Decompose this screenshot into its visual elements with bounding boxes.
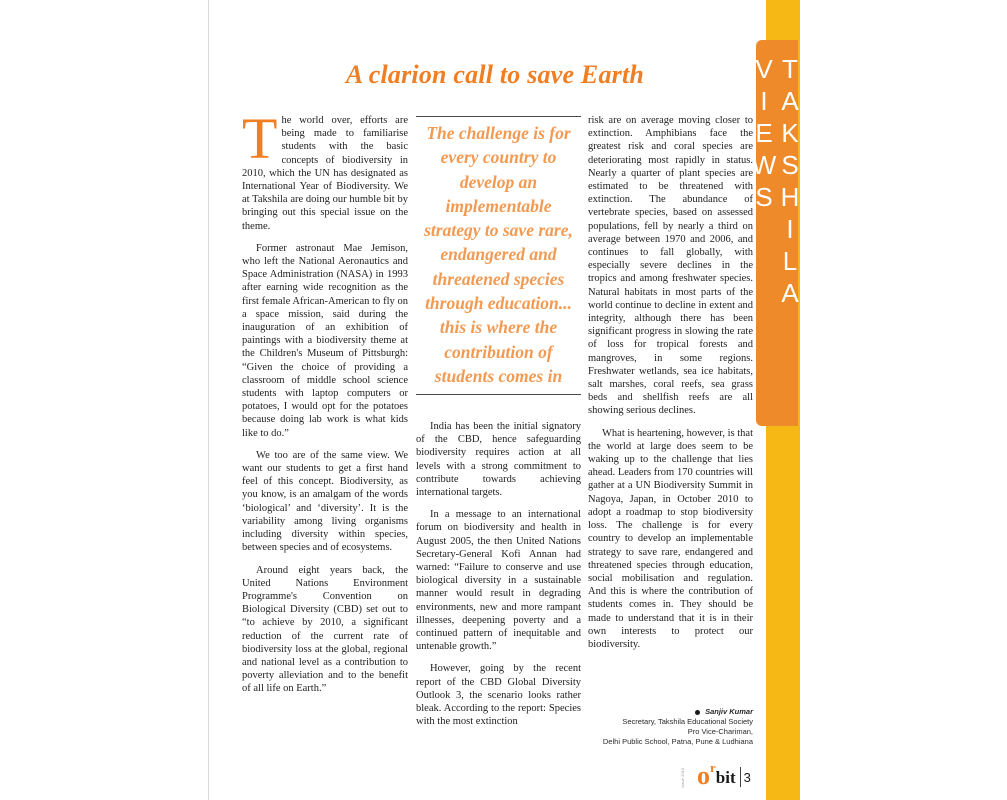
paragraph: However, going by the recent report of the CBD Global Diversity Outlook 3, the scenario looks rather bleak. According to the report: Species with the most extinction bbox=[416, 663, 581, 728]
paragraph: India has been the initial signatory of the CBD, hence safeguarding biodiversity requires action at all levels with a strong commitment to contribute towards achieving international targets. bbox=[416, 421, 581, 499]
paragraph: Former astronaut Mae Jemison, who left the National Aeronautics and Space Administration (NASA) in 1993 after earning wide recognition as the first female African-American to fly on a space mission, said during the inauguration of an exhibition of paintings with a biodiversity theme at the Children's Museum of Pittsburgh: “Given the choice of providing a classroom of middle school science students with laptop computers or potatoes, I would opt for the potatoes because doing lab work is what kids like to do.” bbox=[242, 242, 408, 439]
author-signature bbox=[588, 707, 753, 747]
issue-label: Issue 2010 bbox=[680, 768, 685, 788]
article-column-3 bbox=[588, 114, 753, 660]
paragraph: We too are of the same view. We want our students to get a first hand feel of this concept. Biodiversity, as you know, is an amalgam of the words ‘biological’ and ‘diversity’. It is the variability among living organisms including diversity within species, between species and of ecosystems. bbox=[242, 449, 408, 554]
logo-letter: r bbox=[710, 760, 716, 775]
author-title: Pro Vice-Chariman, bbox=[687, 727, 753, 736]
article-column-1 bbox=[242, 106, 408, 705]
author-title: Delhi Public School, Patna, Pune & Ludhiana bbox=[602, 737, 753, 746]
article-headline: A clarion call to save Earth bbox=[345, 60, 645, 89]
section-tab-label: TAKSHILA VIEWS bbox=[749, 54, 805, 310]
pull-quote: The challenge is for every country to develop an implementable strategy to save rare, endangered and threatened species through education... this is where the contribution of students comes in bbox=[416, 116, 581, 395]
paragraph: risk are on average moving closer to extinction. Amphibians face the greatest risk and coral species are deteriorating most rapidly in status. Nearly a quarter of plant species are estimated to be threatened with extinction. The abundance of vertebrate species, based on assessed populations, fell by nearly a third on average between 1970 and 2006, and continues to fall globally, with especially severe declines in the tropics and among freshwater species. Natural habitats in most parts of the world continue to decline in extent and integrity, although there has been significant progress in slowing the rate of loss for tropical forests and mangroves, in some regions. Freshwater wetlands, sea ice habitats, salt marshes, coral reefs, sea grass beds and shellfish reefs are all showing serious declines. bbox=[588, 115, 753, 417]
paragraph: Around eight years back, the United Nations Environment Programme's Convention on Biological Diversity (CBD) set out to “to achieve by 2010, a significant reduction of the current rate of biodiversity loss at the global, regional and national level as a contribution to poverty alleviation and to the benefit of all life on Earth.” bbox=[242, 564, 408, 695]
author-title: Secretary, Takshila Educational Society bbox=[622, 717, 753, 726]
drop-cap: T bbox=[242, 106, 278, 171]
logo-text: bit bbox=[715, 768, 736, 787]
author-name: Sanjiv Kumar bbox=[705, 707, 753, 716]
paragraph-text: he world over, efforts are being made to familiarise students with the basic concepts of biodiversity in 2010, which the UN has designated as International Year of Biodiversity. We at Takshila are doing our humble bit by bringing out this special issue on the theme. bbox=[242, 115, 408, 232]
divider bbox=[740, 767, 741, 787]
article-column-2 bbox=[416, 420, 581, 737]
paragraph: What is heartening, however, is that the world at large does seem to be waking up to the challenge that lies ahead. Leaders from 170 countries will gather at a UN Biodiversity Summit in Nagoya, Japan, in October 2010 to adopt a roadmap to stop biodiversity loss. The challenge is for every country to develop an implementable strategy to save rare, endangered and threatened species through education, social mobilisation and regulation. And this is where the contribution of students comes in. They should be made to understand that it is in their own interests to protect our biodiversity. bbox=[588, 427, 753, 650]
page-number: 3 bbox=[743, 770, 751, 785]
orbit-logo bbox=[697, 760, 751, 790]
paragraph bbox=[242, 106, 408, 233]
bullet-icon bbox=[695, 710, 700, 715]
logo-letter: o bbox=[697, 761, 710, 790]
paragraph: In a message to an international forum on biodiversity and health in August 2005, the then United Nations Secretary-General Kofi Annan had warned: “Failure to conserve and use biological diversity in a sustainable manner would result in degrading environments, new and more rampant illnesses, deepening poverty and a continued pattern of inequitable and untenable growth.” bbox=[416, 509, 581, 653]
